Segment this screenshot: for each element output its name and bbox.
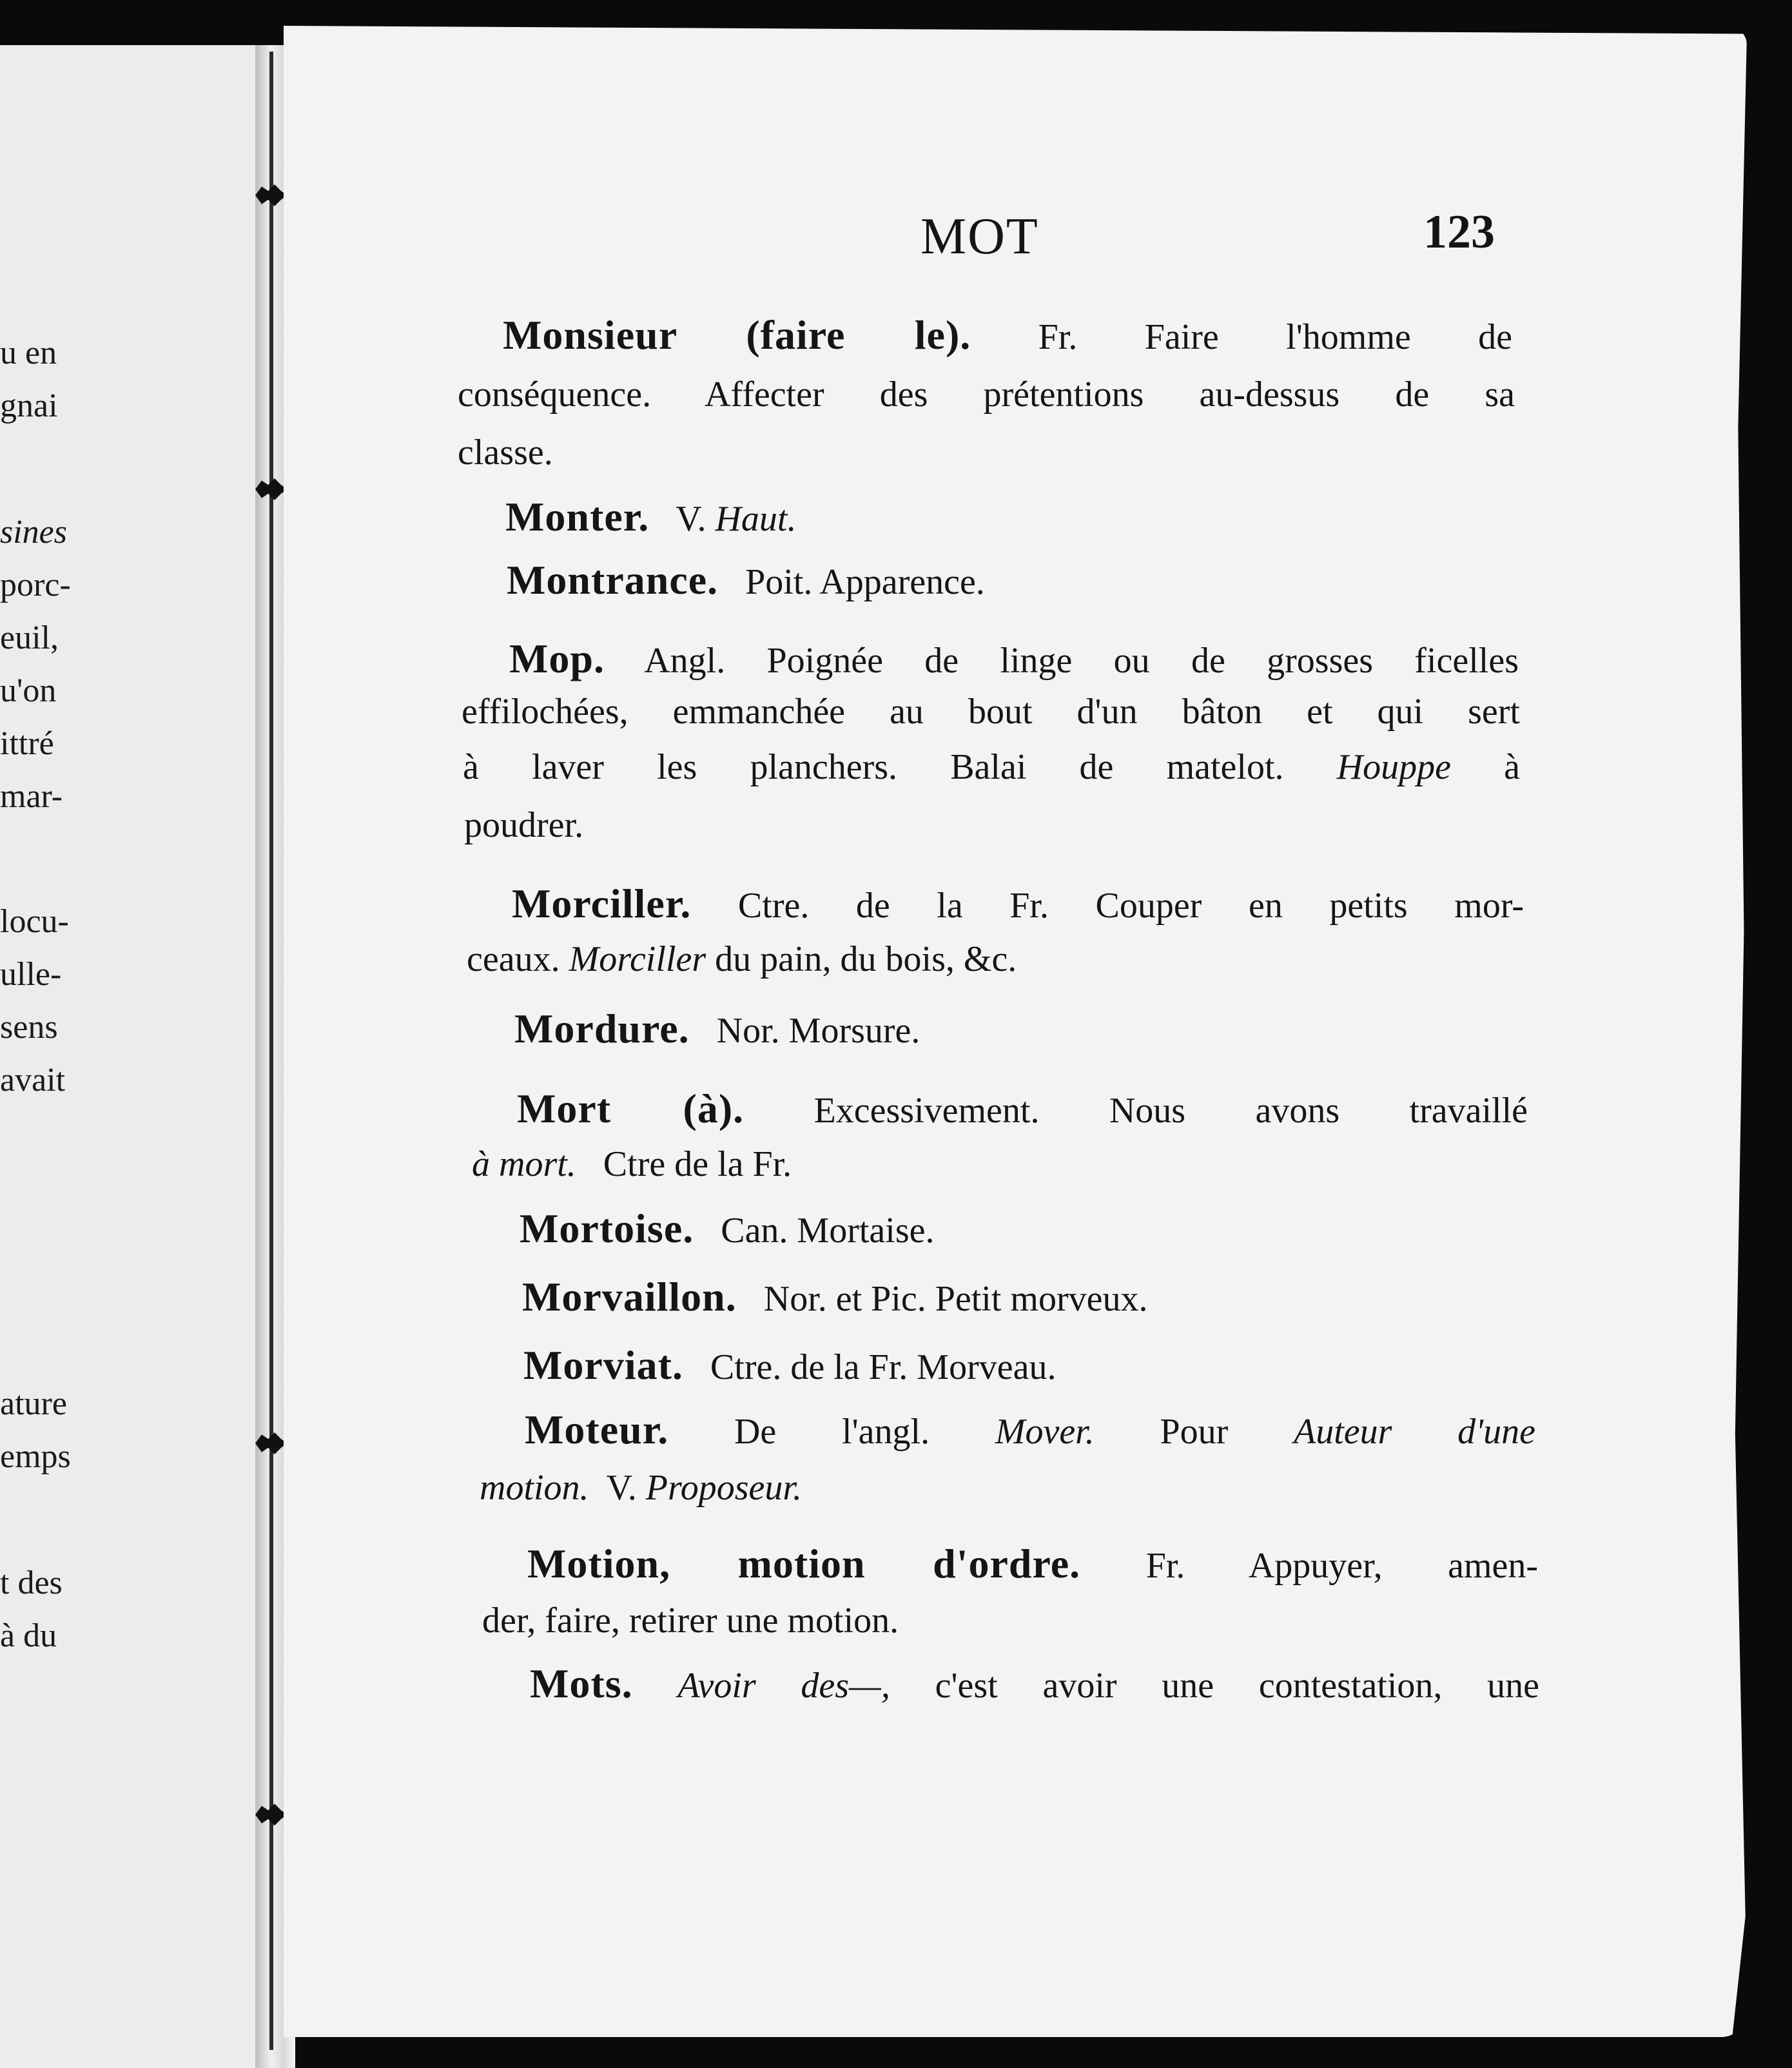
headword: Monsieur (faire le). (503, 312, 971, 358)
headword: Moteur. (525, 1407, 669, 1452)
entry-text-italic: Mover. (995, 1412, 1095, 1452)
entry-line (523, 1342, 1057, 1388)
running-head: MOT (920, 208, 1039, 265)
entry-text: De l'angl. (734, 1412, 930, 1452)
entry-text: à (1504, 747, 1521, 787)
headword: Mots. (530, 1661, 633, 1706)
facing-page-text: u'on (0, 672, 57, 709)
facing-page-text: avait (0, 1062, 66, 1098)
headword: Morvaillon. (522, 1274, 737, 1320)
entry-line (512, 883, 1524, 924)
facing-page-fragment (0, 45, 257, 2068)
entry-line (514, 1008, 920, 1049)
headword: Mortoise. (520, 1205, 694, 1251)
entry-line (530, 1663, 1539, 1704)
facing-page-text: sines (0, 514, 67, 551)
facing-page-text: euil, (0, 619, 59, 656)
facing-page-text: t des (0, 1565, 63, 1601)
facing-page-text: emps (0, 1438, 71, 1475)
entry-line (464, 807, 583, 843)
entry-text: Pour (1160, 1412, 1229, 1452)
facing-page-text: ulle- (0, 956, 62, 993)
facing-page-text: gnai (0, 387, 58, 424)
entry-line (527, 1543, 1538, 1585)
entry-text: classe. (458, 433, 553, 473)
entry-text: effilochées, emmanchée au bout d'un bâton et qui sert (462, 692, 1520, 732)
facing-page-text: locu- (0, 903, 69, 940)
entry-text: Can. Mortaise. (721, 1211, 935, 1251)
entry-text: du pain, du bois, &c. (715, 939, 1017, 979)
headword: Motion, motion d'ordre. (527, 1541, 1081, 1586)
entry-text: Poit. Apparence. (745, 562, 985, 602)
entry-line (507, 557, 985, 603)
entry-text: c'est avoir une contestation, une (935, 1666, 1540, 1706)
entry-line (505, 496, 796, 538)
entry-text: V. (606, 1468, 637, 1508)
headword: Morviat. (523, 1342, 683, 1388)
entry-text: Fr. Appuyer, amen- (1145, 1546, 1539, 1586)
page-number: 123 (1423, 206, 1495, 258)
facing-page-text: u en (0, 335, 57, 371)
entry-text-italic: Auteur d'une (1294, 1412, 1536, 1452)
headword: Montrance. (507, 557, 719, 603)
entry-text: V. (676, 499, 706, 539)
entry-line (472, 1146, 792, 1182)
entry-text-italic: Houppe (1336, 747, 1451, 787)
entry-text: der, faire, retirer une motion. (482, 1601, 899, 1641)
headword: Morciller. (512, 881, 692, 926)
facing-page-text: ature (0, 1385, 67, 1422)
entry-text: Excessivement. Nous avons travaillé (813, 1091, 1528, 1131)
entry-line (517, 1088, 1528, 1129)
entry-line (462, 694, 1520, 730)
entry-text-italic: Morciller (569, 939, 706, 979)
headword: Monter. (505, 494, 650, 540)
entry-line (482, 1603, 899, 1639)
headword: Mort (à). (517, 1086, 745, 1131)
cross-reference: Haut. (715, 499, 797, 539)
entry-text: Nor. Morsure. (716, 1011, 920, 1051)
entry-text: Nor. et Pic. Petit morveux. (763, 1279, 1148, 1319)
entry-line (458, 434, 553, 471)
entry-text-italic: motion. (480, 1468, 589, 1508)
entry-line (458, 376, 1515, 413)
entry-line (503, 312, 1512, 358)
facing-page-text: ittré (0, 725, 54, 762)
headword: Mop. (509, 636, 605, 681)
entry-text: Fr. Faire l'homme de (1038, 317, 1512, 357)
facing-page-text: sens (0, 1009, 58, 1046)
entry-line (520, 1205, 935, 1251)
entry-text: poudrer. (464, 805, 584, 845)
entry-line (467, 941, 1017, 977)
facing-page-text: à du (0, 1617, 57, 1654)
entry-text: Ctre. de la Fr. Couper en petits mor- (737, 886, 1524, 926)
binding-thread (269, 52, 273, 2050)
entry-text: Ctre de la Fr. (603, 1144, 792, 1184)
entry-text: Ctre. de la Fr. Morveau. (710, 1347, 1057, 1387)
facing-page-text: mar- (0, 778, 63, 815)
entry-line (463, 749, 1520, 785)
entry-text-italic: Avoir des—, (677, 1666, 890, 1706)
cross-reference: Proposeur. (645, 1468, 802, 1508)
entry-line (480, 1470, 802, 1506)
entry-text-italic: à mort. (472, 1144, 576, 1184)
entry-text: Angl. Poignée de linge ou de grosses ficelles (644, 641, 1519, 681)
entry-line (509, 638, 1519, 679)
facing-page-text: porc- (0, 567, 71, 603)
entry-line (522, 1276, 1147, 1318)
entry-text: conséquence. Affecter des prétentions au-dessus de sa (458, 375, 1515, 415)
entry-line (525, 1409, 1535, 1450)
headword: Mordure. (514, 1006, 690, 1051)
entry-text: ceaux. (467, 939, 560, 979)
entry-text: à laver les planchers. Balai de matelot. (463, 747, 1284, 787)
